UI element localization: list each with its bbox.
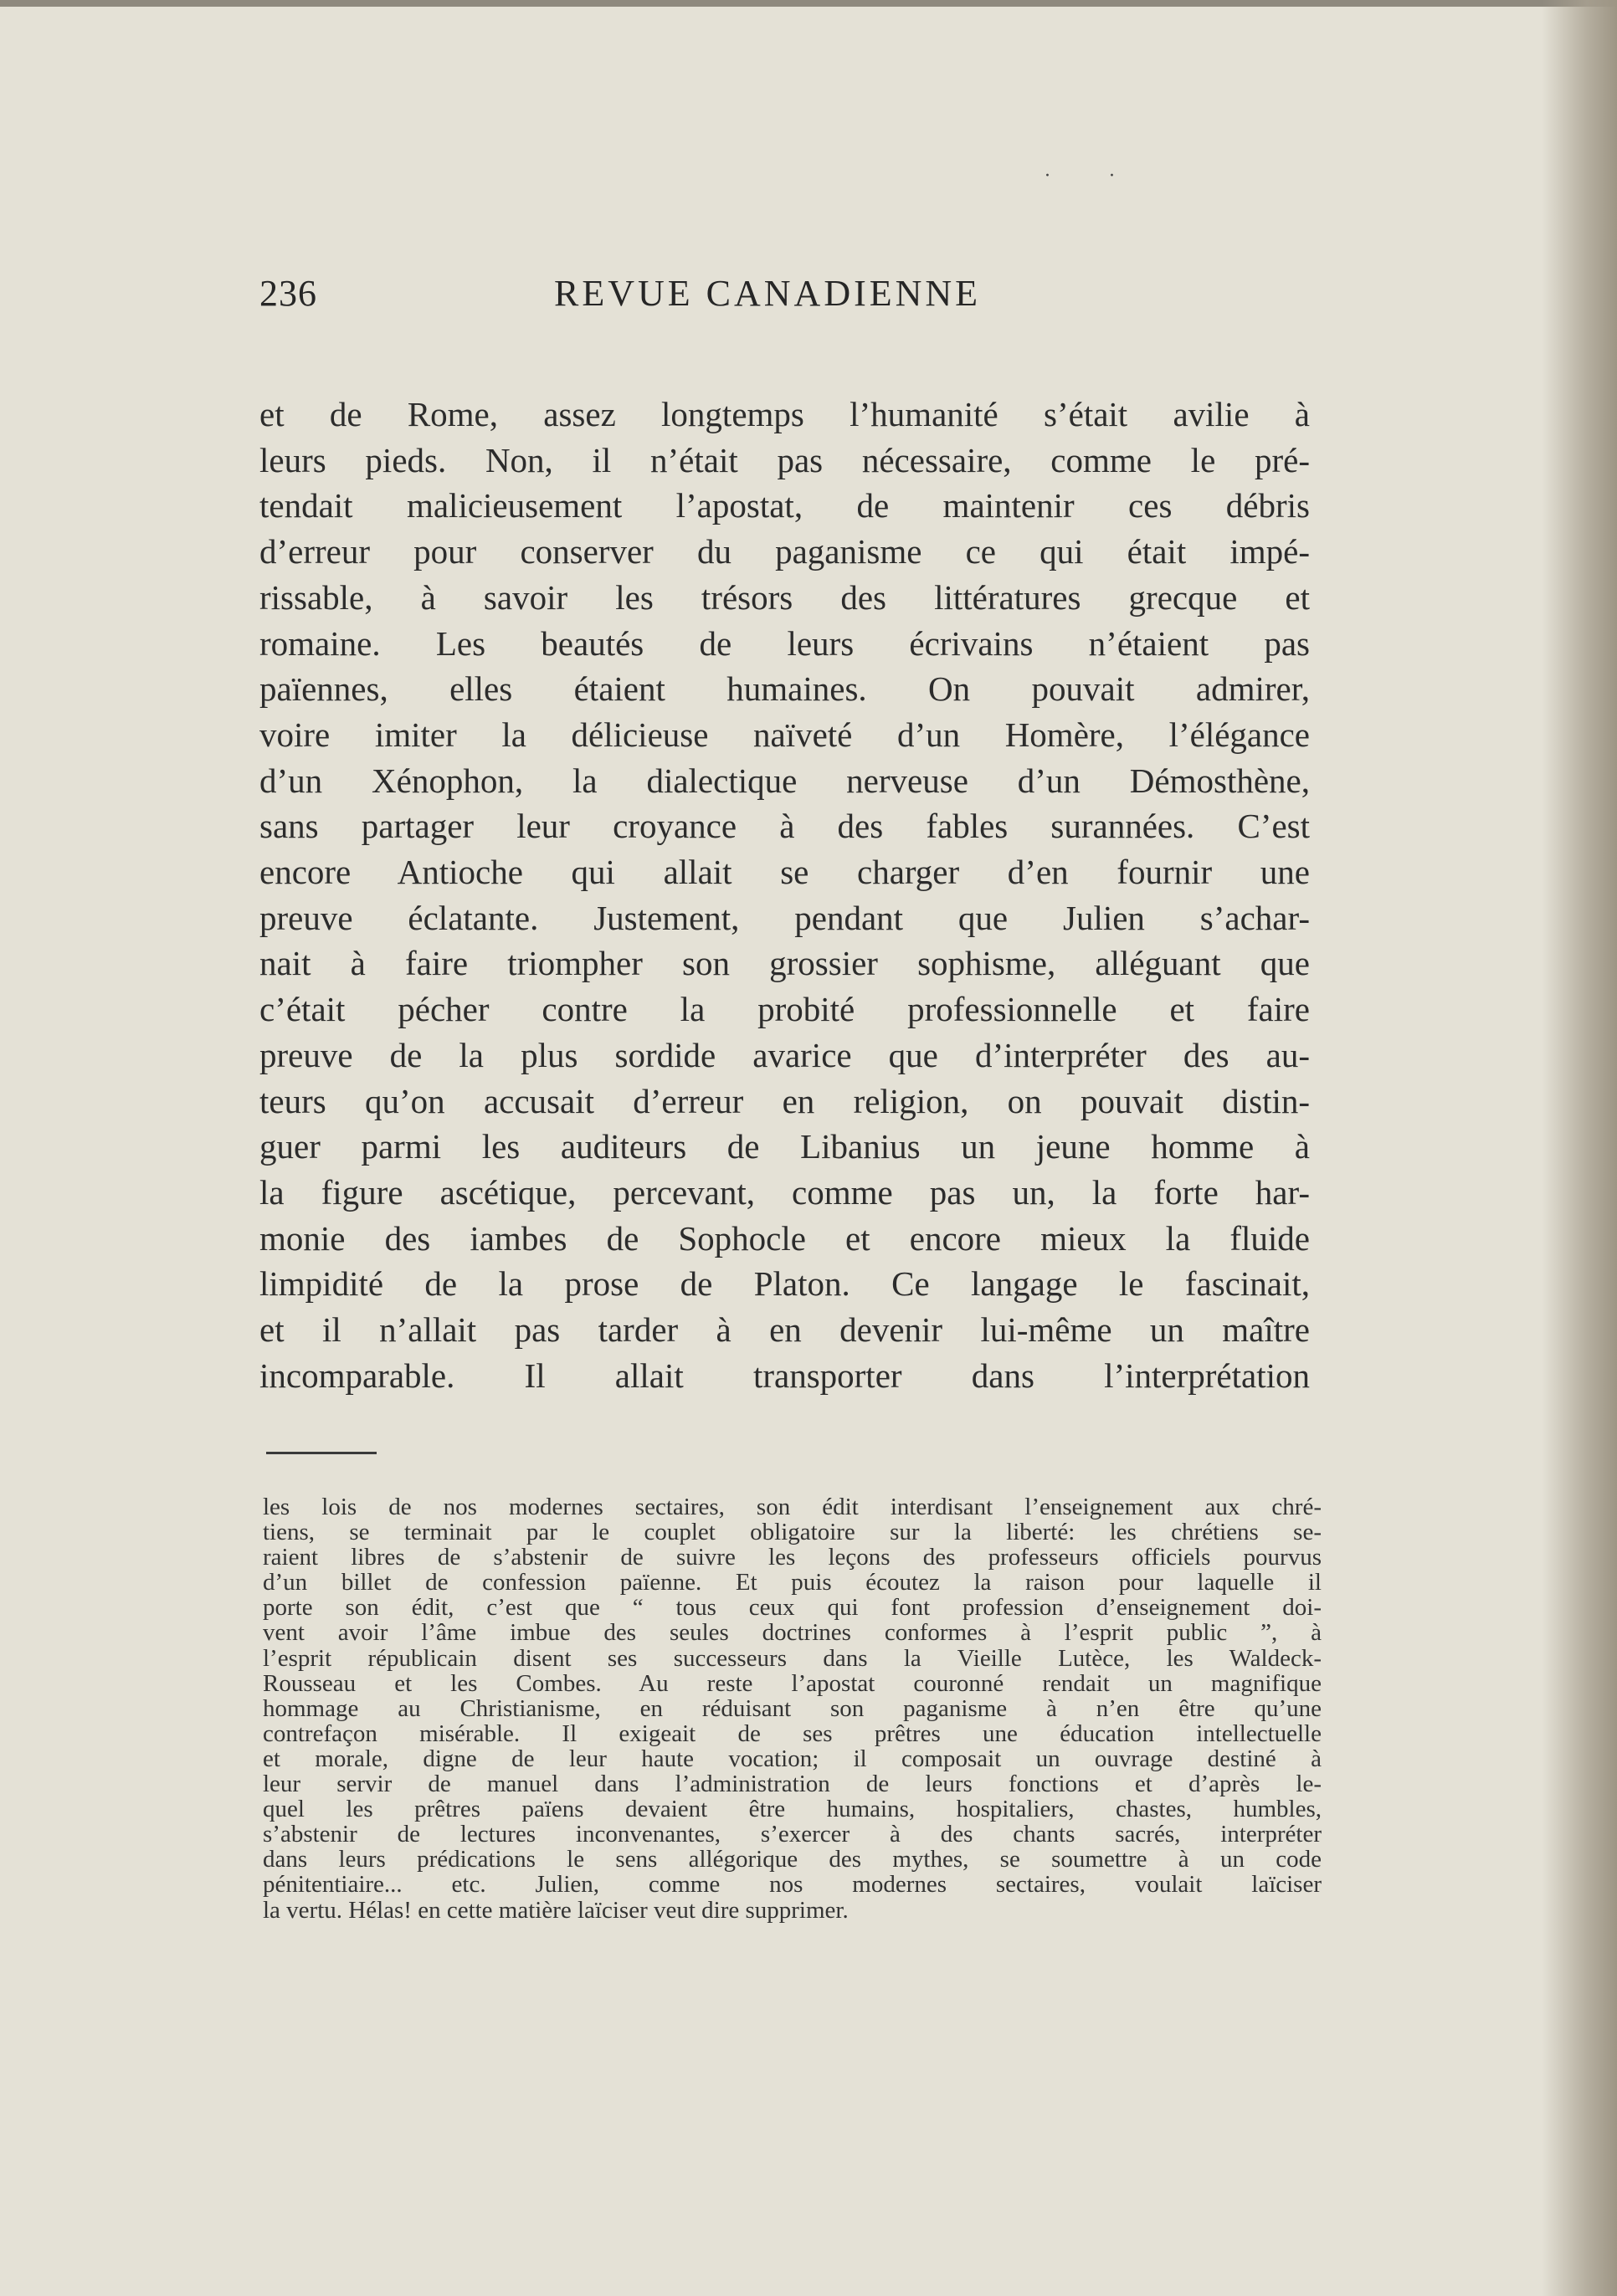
footnote-line: la vertu. Hélas! en cette matière laïciser veut dire supprimer. — [263, 1897, 849, 1923]
running-title: REVUE CANADIENNE — [554, 273, 982, 314]
page-top-edge — [0, 0, 1617, 7]
footnote-line: raient libres de s’abstenir de suivre les leçons des professeurs officiels pourvus — [263, 1545, 1322, 1571]
text-line: limpidité de la prose de Platon. Ce langage le fascinait, — [259, 1264, 1310, 1304]
stray-mark: · — [1045, 166, 1050, 187]
text-line: romaine. Les beautés de leurs écrivains n’étaient pas — [259, 623, 1310, 663]
text-line: tendait malicieusement l’apostat, de maintenir ces débris — [259, 486, 1310, 525]
footnote-line: hommage au Christianisme, en réduisant son paganisme à n’en être qu’une — [263, 1695, 1322, 1721]
text-line: et de Rome, assez longtemps l’humanité s’était avilie à — [259, 395, 1310, 433]
footnote-line: l’esprit républicain disent ses successeurs dans la Vieille Lutèce, les Waldeck- — [263, 1645, 1322, 1671]
footnote-line: contrefaçon misérable. Il exigeait de ses prêtres une éducation intellectuelle — [263, 1720, 1322, 1746]
footnote-divider — [266, 1452, 377, 1454]
footnote-line: vent avoir l’âme imbue des seules doctrines conformes à l’esprit public ”, à — [263, 1620, 1322, 1646]
text-line: teurs qu’on accusait d’erreur en religion, on pouvait distin- — [259, 1081, 1310, 1120]
footnote-line: dans leurs prédications le sens allégorique des mythes, se soumettre à un code — [263, 1847, 1322, 1873]
text-line: d’un Xénophon, la dialectique nerveuse d’un Démosthène, — [259, 761, 1310, 800]
footnote-line: quel les prêtres païens devaient être humains, hospitaliers, chastes, humbles, — [263, 1796, 1322, 1822]
text-line: la figure ascétique, percevant, comme pas un, la forte har- — [259, 1172, 1310, 1212]
text-line: leurs pieds. Non, il n’était pas nécessaire, comme le pré- — [259, 440, 1310, 479]
footnote-line: porte son édit, c’est que “ tous ceux qui font profession d’enseignement doi- — [263, 1595, 1322, 1621]
footnote-line: pénitentiaire... etc. Julien, comme nos modernes sectaires, voulait laïciser — [263, 1872, 1322, 1898]
text-line: monie des iambes de Sophocle et encore mieux la fluide — [259, 1218, 1310, 1258]
text-line: incomparable. Il allait transporter dans l’interprétation — [259, 1356, 1310, 1395]
text-line: rissable, à savoir les trésors des littératures grecque et — [259, 577, 1310, 617]
footnote-line: leur servir de manuel dans l’administration de leurs fonctions et d’après le- — [263, 1771, 1322, 1797]
footnote-line: d’un billet de confession païenne. Et puis écoutez la raison pour laquelle il — [263, 1570, 1322, 1596]
page-header — [259, 272, 1310, 322]
footnote-line: et morale, digne de leur haute vocation; il composait un ouvrage destiné à — [263, 1745, 1322, 1772]
footnote-line: les lois de nos modernes sectaires, son édit interdisant l’enseignement aux chré- — [263, 1494, 1322, 1520]
footnote-line: s’abstenir de lectures inconvenantes, s’exercer à des chants sacrés, interpréter — [263, 1822, 1322, 1848]
text-line: nait à faire triompher son grossier sophisme, alléguant que — [259, 944, 1310, 983]
text-line: païennes, elles étaient humaines. On pouvait admirer, — [259, 669, 1310, 709]
text-line: et il n’allait pas tarder à en devenir lui-même un maître — [259, 1310, 1310, 1350]
text-line: preuve de la plus sordide avarice que d’interpréter des au- — [259, 1035, 1310, 1074]
text-line: guer parmi les auditeurs de Libanius un jeune homme à — [259, 1127, 1310, 1166]
stray-mark: · — [1109, 166, 1115, 187]
text-line: preuve éclatante. Justement, pendant que Julien s’achar- — [259, 898, 1310, 937]
text-line: voire imiter la délicieuse naïveté d’un Homère, l’élégance — [259, 715, 1310, 754]
text-line: d’erreur pour conserver du paganisme ce qui était impé- — [259, 532, 1310, 571]
main-text — [259, 392, 1310, 1398]
binding-shadow — [1542, 0, 1617, 2296]
footnote-line: tiens, se terminait par le couplet obligatoire sur la liberté: les chrétiens se- — [263, 1520, 1322, 1545]
text-line: c’était pécher contre la probité professionnelle et faire — [259, 990, 1310, 1029]
page-number: 236 — [259, 273, 317, 314]
text-line: encore Antioche qui allait se charger d’en fournir une — [259, 853, 1310, 892]
footnote — [263, 1494, 1322, 1923]
text-line: sans partager leur croyance à des fables surannées. C’est — [259, 807, 1310, 846]
footnote-line: Rousseau et les Combes. Au reste l’apostat couronné rendait un magnifique — [263, 1670, 1322, 1696]
